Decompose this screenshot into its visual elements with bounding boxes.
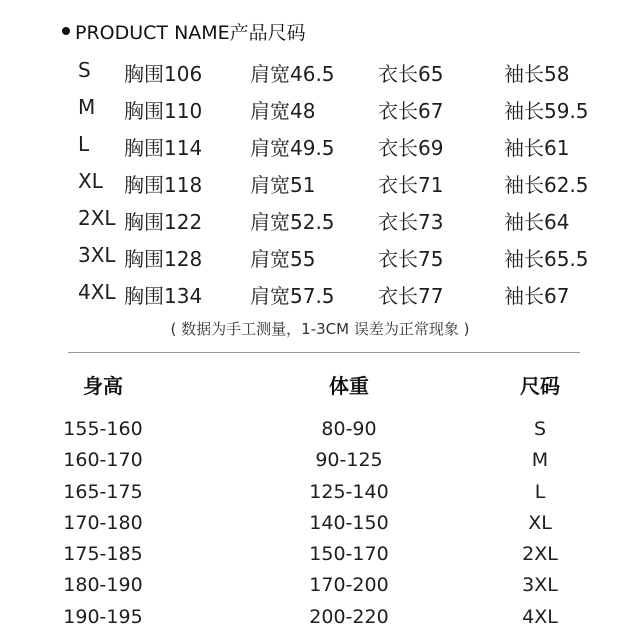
spec-length: 衣长73: [378, 210, 444, 234]
spec-sleeve: 袖长65.5: [504, 247, 589, 271]
measurement-note: ( 数据为手工测量，1-3CM 误差为正常现象 ): [170, 320, 470, 338]
spec-shoulder: 肩宽49.5: [250, 136, 335, 160]
cell-height: 155-160: [63, 418, 143, 440]
spec-shoulder: 肩宽46.5: [250, 62, 335, 86]
spec-length: 衣长71: [378, 173, 444, 197]
cell-size: 2XL: [522, 543, 558, 566]
cell-height: 160-170: [63, 449, 143, 472]
spec-sleeve: 袖长62.5: [504, 173, 589, 197]
spec-length: 衣长77: [378, 284, 444, 308]
spec-shoulder: 肩宽55: [250, 247, 316, 271]
garment-spec-table: [0, 52, 640, 311]
height-weight-size-table: [0, 366, 640, 628]
spec-size: S: [78, 58, 91, 82]
cell-weight: 80-90: [321, 418, 377, 440]
cell-weight: 150-170: [309, 543, 389, 566]
spec-chest: 胸围118: [124, 173, 203, 197]
spec-sleeve: 袖长67: [504, 284, 570, 308]
spec-size: XL: [78, 169, 103, 193]
table-row: [0, 570, 640, 601]
spec-shoulder: 肩宽51: [250, 173, 316, 197]
cell-height: 180-190: [63, 574, 143, 597]
spec-chest: 胸围128: [124, 247, 203, 271]
spec-size: 4XL: [78, 280, 116, 304]
spec-chest: 胸围110: [124, 99, 203, 123]
cell-weight: 140-150: [309, 511, 389, 534]
header-height: 身高: [83, 374, 123, 398]
table-row: [0, 539, 640, 570]
cell-height: 175-185: [63, 543, 143, 566]
table-row: [0, 477, 640, 508]
bullet-dot-icon: [62, 27, 70, 35]
spec-sleeve: 袖长59.5: [504, 99, 589, 123]
spec-chest: 胸围122: [124, 210, 203, 234]
title-text: PRODUCT NAME产品尺码: [75, 21, 306, 44]
cell-size: 3XL: [522, 574, 558, 597]
size-table-header: [0, 366, 640, 406]
cell-size: L: [534, 480, 546, 503]
spec-size: M: [78, 95, 96, 119]
page-title: [62, 16, 306, 46]
spec-row: [0, 89, 640, 126]
divider: [68, 352, 580, 353]
spec-shoulder: 肩宽52.5: [250, 210, 335, 234]
spec-row: [0, 163, 640, 200]
cell-height: 170-180: [63, 511, 143, 534]
spec-length: 衣长67: [378, 99, 444, 123]
spec-row: [0, 126, 640, 163]
spec-sleeve: 袖长61: [504, 136, 570, 160]
cell-weight: 125-140: [309, 480, 389, 503]
spec-chest: 胸围106: [124, 62, 203, 86]
table-row: [0, 602, 640, 633]
spec-row: [0, 52, 640, 89]
spec-chest: 胸围134: [124, 284, 203, 308]
size-table-body: [0, 414, 640, 633]
spec-size: 2XL: [78, 206, 116, 230]
cell-weight: 170-200: [309, 574, 389, 597]
cell-height: 165-175: [63, 480, 143, 503]
spec-row: [0, 237, 640, 274]
table-row: [0, 414, 640, 445]
cell-weight: 90-125: [315, 449, 383, 472]
spec-sleeve: 袖长64: [504, 210, 570, 234]
spec-size: 3XL: [78, 243, 116, 267]
cell-size: XL: [528, 511, 552, 534]
spec-size: L: [78, 132, 90, 156]
spec-chest: 胸围114: [124, 136, 203, 160]
table-row: [0, 445, 640, 476]
spec-sleeve: 袖长58: [504, 62, 570, 86]
spec-length: 衣长69: [378, 136, 444, 160]
cell-height: 190-195: [63, 605, 143, 628]
cell-size: S: [533, 418, 547, 440]
spec-shoulder: 肩宽48: [250, 99, 316, 123]
spec-shoulder: 肩宽57.5: [250, 284, 335, 308]
spec-row: [0, 200, 640, 237]
cell-size: 4XL: [522, 605, 558, 628]
cell-weight: 200-220: [309, 605, 389, 628]
cell-size: M: [531, 449, 549, 472]
spec-length: 衣长65: [378, 62, 444, 86]
spec-length: 衣长75: [378, 247, 444, 271]
header-size: 尺码: [520, 374, 560, 398]
spec-row: [0, 274, 640, 311]
header-weight: 体重: [329, 374, 369, 398]
table-row: [0, 508, 640, 539]
